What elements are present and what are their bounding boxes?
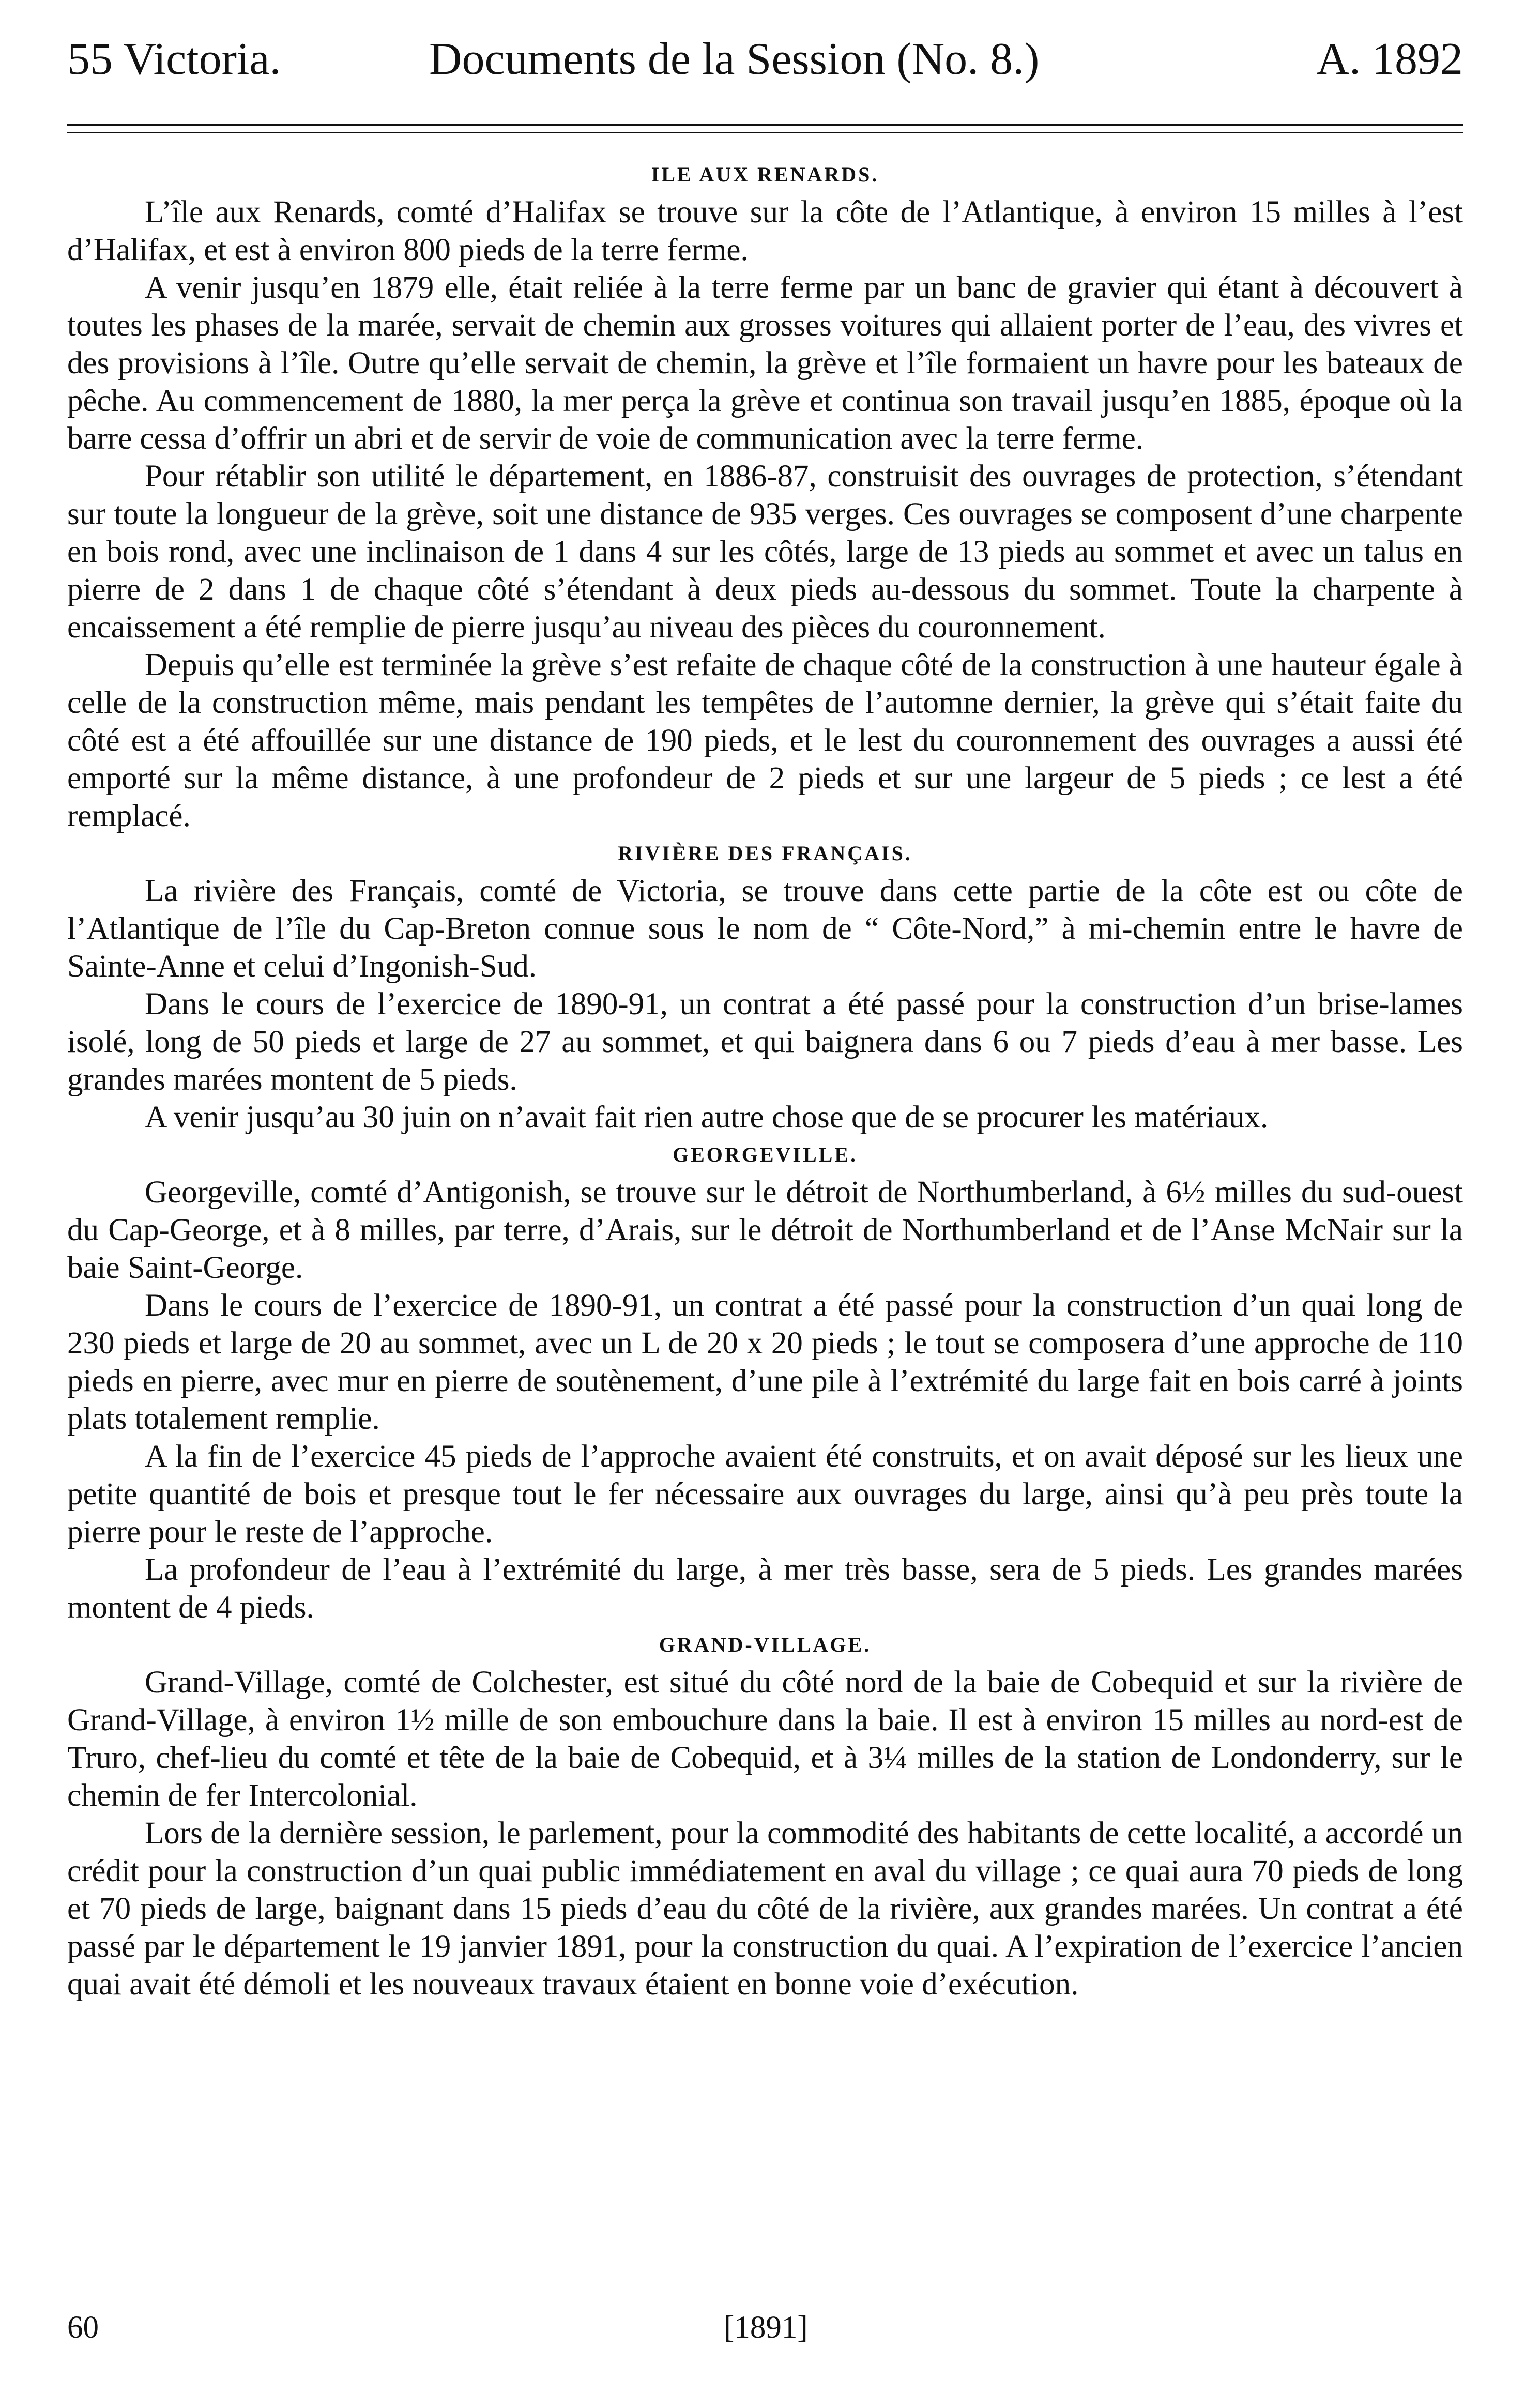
paragraph: La rivière des Français, comté de Victoria, se trouve dans cette partie de la côte est ou côte de l’Atlantique de l’île du Cap-Breton connue sous le nom de “ Côte-Nord,” à mi-chemin entre le havre de Sainte-Anne et celui d’Ingonish-Sud. — [67, 874, 1463, 984]
document-title: Documents de la Session (No. 8.) — [429, 34, 1040, 84]
section-heading: RIVIÈRE DES FRANÇAIS. — [618, 842, 912, 865]
paragraph: Dans le cours de l’exercice de 1890-91, un contrat a été passé pour la construction d’un quai long de 230 pieds et large de 20 au sommet, avec un L de 20 x 20 pieds ; le tout se composera d’une approche de 110 pieds en pierre, avec mur en pierre de soutènement, d’une pile à l’extrémité du large fait en bois carré à joints plats totalement remplie. — [67, 1288, 1463, 1436]
section-heading: GRAND-VILLAGE. — [659, 1633, 872, 1656]
section-riviere-des-francais — [67, 835, 1463, 1136]
paragraph: Grand-Village, comté de Colchester, est situé du côté nord de la baie de Cobequid et sur la rivière de Grand-Village, à environ 1½ mille de son embouchure dans la baie. Il est à environ 15 milles au nord-est de Truro, chef-lieu du comté et tête de la baie de Cobequid, et à 3¼ milles de la station de Londonderry, sur le chemin de fer Intercolonial. — [67, 1665, 1463, 1813]
page-number: 60 — [67, 2310, 99, 2345]
paragraph: La profondeur de l’eau à l’extrémité du large, à mer très basse, sera de 5 pieds. Les grandes marées montent de 4 pieds. — [67, 1552, 1463, 1625]
paragraph: Pour rétablir son utilité le département, en 1886-87, construisit des ouvrages de protection, s’étendant sur toute la longueur de la grève, soit une distance de 935 verges. Ces ouvrages se composent d’une charpente en bois rond, avec une inclinaison de 1 dans 4 sur les côtés, large de 13 pieds au sommet et avec un talus en pierre de 2 dans 1 de chaque côté s’étendant à deux pieds au-dessous du sommet. Toute la charpente à encaissement a été remplie de pierre jusqu’au niveau des pièces du couronnement. — [67, 459, 1463, 645]
running-header — [67, 21, 1463, 98]
paragraph: Lors de la dernière session, le parlement, pour la commodité des habitants de cette localité, a accordé un crédit pour la construction d’un quai public immédiatement en aval du village ; ce quai aura 70 pieds de long et 70 pieds de large, baignant dans 15 pieds d’eau du côté de la rivière, aux grandes marées. Un contrat a été passé par le département le 19 janvier 1891, pour la construction du quai. A l’expiration de l’exercice l’ancien quai avait été démoli et les nouveaux travaux étaient en bonne voie d’exécution. — [67, 1816, 1463, 2002]
session-year: 55 Victoria. — [67, 34, 281, 84]
header-double-rule — [67, 124, 1463, 133]
page-footer — [67, 2305, 1463, 2351]
publication-year: A. 1892 — [1316, 34, 1463, 84]
paragraph: Georgeville, comté d’Antigonish, se trouve sur le détroit de Northumberland, à 6½ milles du sud-ouest du Cap-George, et à 8 milles, par terre, d’Arais, sur le détroit de Northumberland et de l’Anse McNair sur la baie Saint-George. — [67, 1175, 1463, 1285]
section-heading: GEORGEVILLE. — [672, 1143, 858, 1166]
section-heading: ILE AUX RENARDS. — [651, 163, 879, 186]
paragraph: A venir jusqu’en 1879 elle, était reliée à la terre ferme par un banc de gravier qui étant à découvert à toutes les phases de la marée, servait de chemin aux grosses voitures qui allaient porter de l’eau, des vivres et des provisions à l’île. Outre qu’elle servait de chemin, la grève et l’île formaient un havre pour les bateaux de pêche. Au commencement de 1880, la mer perça la grève et continua son travail jusqu’en 1885, époque où la barre cessa d’offrir un abri et de servir de voie de communication avec la terre ferme. — [67, 270, 1463, 456]
paragraph: Dans le cours de l’exercice de 1890-91, un contrat a été passé pour la construction d’un brise-lames isolé, long de 50 pieds et large de 27 au sommet, et qui baignera dans 6 ou 7 pieds d’eau à mer basse. Les grandes marées montent de 5 pieds. — [67, 987, 1463, 1097]
section-ile-aux-renards — [67, 156, 1463, 835]
paragraph: A venir jusqu’au 30 juin on n’avait fait rien autre chose que de se procurer les matériaux. — [145, 1100, 1269, 1135]
document-page — [67, 21, 1463, 2378]
paragraph: Depuis qu’elle est terminée la grève s’est refaite de chaque côté de la construction à une hauteur égale à celle de la construction même, mais pendant les tempêtes de l’automne dernier, la grève qui s’était faite du côté est a été affouillée sur une distance de 190 pieds, et le lest du couronnement des ouvrages a aussi été emporté sur la même distance, à une profondeur de 2 pieds et sur une largeur de 5 pieds ; ce lest a été remplacé. — [67, 648, 1463, 833]
paragraph: A la fin de l’exercice 45 pieds de l’approche avaient été construits, et on avait déposé sur les lieux une petite quantité de bois et presque tout le fer nécessaire aux ouvrages du large, ainsi qu’à peu près toute la pierre pour le reste de l’approche. — [67, 1439, 1463, 1549]
paragraph: L’île aux Renards, comté d’Halifax se trouve sur la côte de l’Atlantique, à environ 15 milles à l’est d’Halifax, et est à environ 800 pieds de la terre ferme. — [67, 195, 1463, 267]
section-grand-village — [67, 1626, 1463, 2003]
document-number: [1891] — [724, 2310, 808, 2345]
section-georgeville — [67, 1136, 1463, 1626]
